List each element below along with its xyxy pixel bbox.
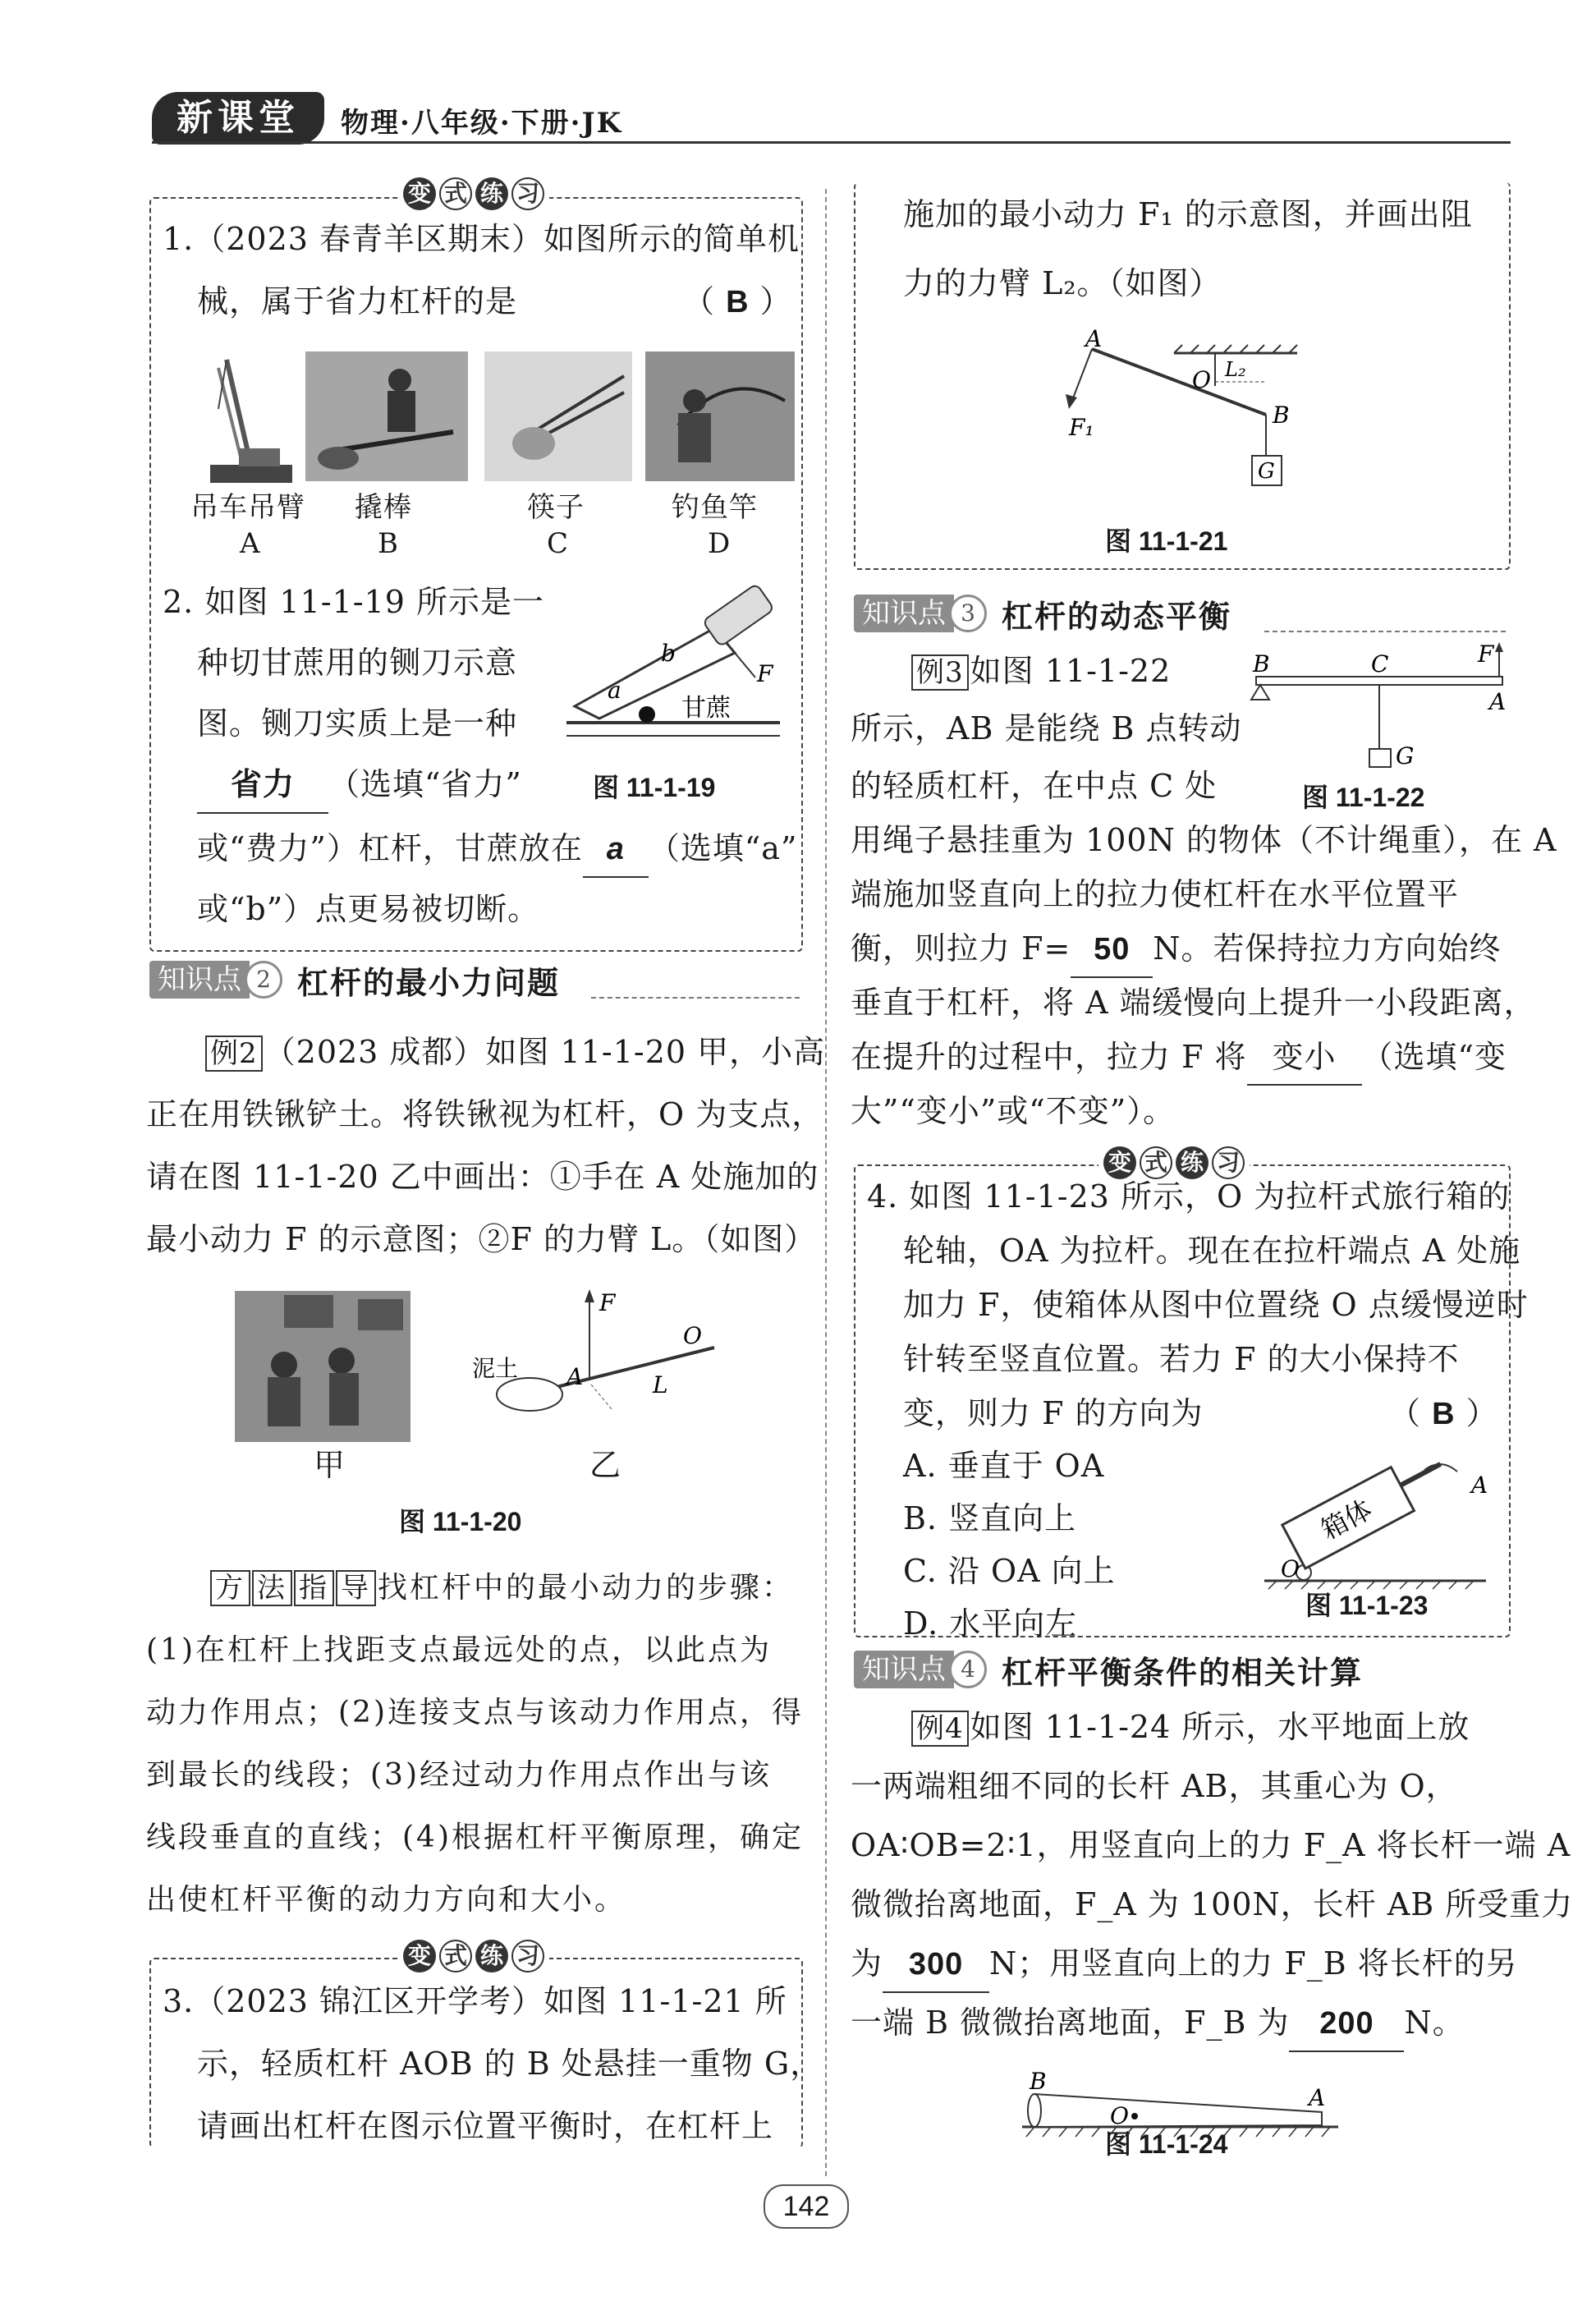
- q2-line6: 或“b”）点更易被切断。: [197, 891, 540, 927]
- ex2-line4: 最小动力 F 的示意图；②F 的力臂 L。（如图）: [146, 1221, 817, 1257]
- fig-label-soil: 泥土: [472, 1355, 519, 1382]
- ex3-line2: 所示，AB 是能绕 B 点转动: [851, 710, 1242, 746]
- q3-line1: 3.（2023 锦江区开学考）如图 11-1-21 所: [163, 1983, 787, 2019]
- weight-box: [1369, 749, 1391, 767]
- q2-line5-text: 或“费力”）杠杆，甘蔗放在: [197, 830, 583, 866]
- ex2-line1-text: （2023 成都）如图 11-1-20 甲，小高: [264, 1034, 826, 1070]
- fig-label-o: O: [683, 1322, 702, 1349]
- q4-option-a: A. 垂直于 OA: [903, 1448, 1105, 1484]
- fig-label-f: F: [1478, 642, 1494, 668]
- method-label-char: 导: [336, 1570, 376, 1606]
- fig-label-sugarcane: 甘蔗: [681, 694, 731, 723]
- q4-line1: 4. 如图 11-1-23 所示，O 为拉杆式旅行箱的: [867, 1178, 1511, 1215]
- fig-11-1-22: [1240, 642, 1511, 774]
- fig-11-1-20-yi: [468, 1286, 731, 1442]
- ex4-line3: OA∶OB=2∶1，用竖直向上的力 F_A 将长杆一端 A: [851, 1827, 1571, 1863]
- q2-line4-text: （选填“省力”: [328, 766, 522, 802]
- option-d-name: 钓鱼竿: [672, 491, 758, 524]
- ex4-line1: [911, 1700, 1470, 1754]
- fig-label-l2: L₂: [1225, 358, 1246, 381]
- ex3-line1: [911, 644, 1171, 698]
- q4-option-c: C. 沿 OA 向上: [903, 1553, 1116, 1589]
- crowbar-sketch: [305, 351, 468, 481]
- fig-label-l: L: [653, 1371, 668, 1398]
- kp-num: 3: [949, 595, 987, 632]
- ex4-line5: [851, 1936, 1518, 1993]
- kp3-rule: [1264, 631, 1506, 634]
- tag-char: 式: [1140, 1146, 1172, 1179]
- ex2-line3: 请在图 11-1-20 乙中画出：①手在 A 处施加的: [146, 1159, 819, 1195]
- q2-line1: 2. 如图 11-1-19 所示是一: [163, 584, 545, 620]
- q2-line3: 图。铡刀实质上是一种: [197, 705, 518, 742]
- ex3-line9: 大”“变小”或“不变”）。: [851, 1093, 1176, 1129]
- q4-line5: 变，则力 F 的方向为: [903, 1395, 1204, 1431]
- ex4-answer-1: 300: [883, 1937, 989, 1993]
- q3-line5: 力的力臂 L₂。（如图）: [903, 265, 1222, 301]
- practice-tag-1: [398, 176, 549, 212]
- rod-end-b: [1028, 2094, 1041, 2127]
- fig-label-f: F: [757, 660, 773, 687]
- q1-line2: 械，属于省力杠杆的是: [197, 283, 518, 319]
- tag-char: 变: [403, 177, 436, 210]
- fig-label-a: A: [1471, 1472, 1488, 1499]
- tag-char: 变: [1103, 1146, 1136, 1179]
- force-arrowhead: [1495, 642, 1503, 652]
- tag-char: 习: [1212, 1146, 1245, 1179]
- knowledge-point-3: [854, 595, 1232, 635]
- q4-answer-bracket: （ B ）: [1389, 1395, 1498, 1431]
- q1-answer-bracket: （ B ）: [683, 283, 792, 319]
- kp-title: 杠杆的动态平衡: [1002, 597, 1232, 635]
- ex4-line6-text: 一端 B 微微抬离地面，F_B 为: [851, 2005, 1290, 2041]
- q3-line3: 请画出杠杆在图示位置平衡时，在杠杆上: [197, 2108, 774, 2144]
- q2-line5-tail: （选填“a”: [648, 830, 798, 866]
- example-label: 例3: [911, 654, 969, 691]
- fig-label-f: F: [599, 1289, 616, 1316]
- kp-num: 2: [245, 961, 282, 999]
- ex4-line1-text: 如图 11-1-24 所示，水平地面上放: [970, 1709, 1470, 1745]
- option-d-letter: D: [708, 527, 732, 560]
- column-divider: [825, 189, 827, 2176]
- fig-label-c: C: [1371, 650, 1389, 677]
- tag-char: 习: [511, 1940, 544, 1972]
- kp-tag: 知识点: [149, 961, 250, 999]
- force-f-arrowhead: [585, 1289, 594, 1302]
- q2-line2: 种切甘蔗用的铡刀示意: [197, 645, 518, 681]
- ex3-line4: 用绳子悬挂重为 100N 的物体（不计绳重），在 A: [851, 822, 1557, 858]
- example-label: 例4: [911, 1711, 969, 1747]
- arm-l-line: [591, 1385, 612, 1409]
- fig-label-a: A: [1085, 328, 1103, 352]
- fig-label-b: B: [1030, 2069, 1047, 2095]
- ex4-line5-tail: N；用竖直向上的力 F_B 将长杆的另: [989, 1945, 1518, 1982]
- q4-line2: 轮轴，OA 为拉杆。现在在拉杆端点 A 处施: [903, 1233, 1521, 1269]
- option-a-letter: A: [240, 527, 261, 560]
- option-b-name: 撬棒: [355, 491, 412, 524]
- force-f1-arrowhead: [1066, 394, 1077, 409]
- ex3-line8-tail: （选填“变: [1361, 1039, 1507, 1075]
- fig-label-f1: F₁: [1069, 414, 1094, 441]
- kp-title: 杠杆的最小力问题: [297, 963, 561, 1001]
- ex3-answer-2: 变小: [1247, 1030, 1362, 1086]
- pivot-triangle: [1251, 685, 1269, 700]
- ex2-line1: [205, 1025, 825, 1079]
- ex4-line2: 一两端粗细不同的长杆 AB，其重心为 O，: [851, 1768, 1458, 1804]
- caption-11-1-20: 图 11-1-20: [399, 1507, 522, 1536]
- sugarcane-dot: [639, 706, 655, 723]
- kp-tag: 知识点: [854, 1651, 954, 1688]
- kp-tag: 知识点: [854, 595, 954, 632]
- fig-label-o: O: [1192, 366, 1211, 393]
- q4-option-b: B. 竖直向上: [903, 1500, 1077, 1536]
- fig-label-a: a: [608, 677, 621, 704]
- shovel-photo-sketch: [235, 1291, 410, 1442]
- fig-label-o: O: [1110, 2102, 1129, 2129]
- caption-11-1-21: 图 11-1-21: [1105, 526, 1228, 556]
- book-title: 物理·八年级·下册·JK: [341, 107, 623, 140]
- practice-tag-3: [398, 1938, 549, 1974]
- caption-11-1-19: 图 11-1-19: [593, 773, 716, 802]
- sub-yi: 乙: [589, 1447, 622, 1483]
- knowledge-point-4: [854, 1651, 1364, 1691]
- method-label-char: 法: [252, 1570, 292, 1606]
- fig-11-1-23: [1256, 1437, 1502, 1593]
- q4-line4: 针转至竖直位置。若力 F 的大小保持不: [903, 1341, 1460, 1377]
- ex3-line8-text: 在提升的过程中，拉力 F 将: [851, 1039, 1247, 1075]
- ex3-line7: 垂直于杠杆，将 A 端缓慢向上提升一小段距离，: [851, 985, 1536, 1021]
- q3-line4: 施加的最小动力 F₁ 的示意图，并画出阻: [903, 196, 1473, 232]
- q2-answer-1: 省力: [197, 758, 328, 814]
- sub-jia: 甲: [314, 1447, 346, 1483]
- example-label: 例2: [205, 1036, 263, 1072]
- ex4-answer-2: 200: [1289, 1996, 1404, 2052]
- method-line5: 线段垂直的直线；(4)根据杠杆平衡原理，确定: [146, 1821, 804, 1854]
- crane-picture: [194, 351, 317, 491]
- q1-line1: 1.（2023 春青羊区期末）如图所示的简单机: [163, 221, 800, 257]
- caption-11-1-22: 图 11-1-22: [1302, 783, 1425, 812]
- caption-11-1-24: 图 11-1-24: [1105, 2129, 1228, 2159]
- fig-label-b: B: [1273, 402, 1290, 429]
- q2-line5: [197, 821, 797, 878]
- force-arrow: [735, 653, 755, 677]
- center-of-gravity-dot: [1131, 2113, 1138, 2119]
- method-line2: (1)在杠杆上找距支点最远处的点，以此点为: [146, 1633, 772, 1667]
- header-rule: [152, 141, 1511, 144]
- option-c-name: 筷子: [527, 491, 585, 524]
- fig-label-a: A: [566, 1363, 584, 1390]
- ex3-line6-tail: N。若保持拉力方向始终: [1153, 930, 1502, 967]
- pull-rod: [1401, 1464, 1441, 1486]
- q2-answer-2: a: [583, 822, 649, 878]
- ex3-line6: [851, 921, 1502, 978]
- fig-label-g: G: [1258, 459, 1275, 484]
- q3-line2: 示，轻质杠杆 AOB 的 B 处悬挂一重物 G，: [197, 2046, 823, 2082]
- tag-char: 变: [403, 1940, 436, 1972]
- method-line1-text: 找杠杆中的最小动力的步骤：: [378, 1571, 795, 1605]
- crowbar-photo: [305, 351, 468, 481]
- suitcase-group: [1282, 1446, 1454, 1568]
- method-label-char: 方: [210, 1570, 250, 1606]
- tag-char: 练: [1176, 1146, 1208, 1179]
- fishing-rod-photo: [645, 351, 795, 481]
- tag-char: 习: [511, 177, 544, 210]
- ex3-line8: [851, 1030, 1507, 1086]
- q1-answer: B: [726, 285, 750, 319]
- q4-option-d: D. 水平向左: [903, 1605, 1078, 1642]
- fig-label-o: O: [1281, 1555, 1300, 1582]
- ex3-line1-text: 如图 11-1-22: [970, 653, 1172, 689]
- method-line3: 动力作用点；(2)连接支点与该动力作用点，得: [146, 1696, 804, 1729]
- fig-label-box: 箱体: [1315, 1493, 1378, 1546]
- method-line1: [210, 1557, 794, 1619]
- chopsticks-picture: [484, 351, 632, 481]
- shovel-photo: [235, 1291, 410, 1442]
- fishing-sketch: [645, 351, 795, 481]
- tag-char: 式: [439, 1940, 472, 1972]
- fig-11-1-21: [1051, 328, 1322, 501]
- ex4-line4: 微微抬离地面，F_A 为 100N，长杆 AB 所受重力: [851, 1886, 1574, 1922]
- lever-bar: [1256, 677, 1502, 685]
- q4-line3: 加力 F，使箱体从图中位置绕 O 点缓慢逆时: [903, 1287, 1529, 1323]
- ex2-line2: 正在用铁锹铲土。将铁锹视为杠杆，O 为支点，: [146, 1096, 824, 1132]
- option-b-letter: B: [378, 527, 399, 560]
- caption-11-1-23: 图 11-1-23: [1305, 1591, 1429, 1620]
- fig-label-b: b: [661, 640, 676, 667]
- ex4-line5-text: 为: [851, 1945, 883, 1982]
- page-number: 142: [764, 2184, 849, 2229]
- tag-char: 练: [475, 177, 508, 210]
- ex3-line3: 的轻质杠杆，在中点 C 处: [851, 768, 1218, 804]
- ex3-line5: 端施加竖直向上的拉力使杠杆在水平位置平: [851, 876, 1460, 912]
- fig-label-a: A: [1489, 688, 1507, 715]
- handle-shape: [703, 584, 774, 647]
- fig-11-1-19: [550, 575, 796, 751]
- method-label-char: 指: [294, 1570, 334, 1606]
- force-f1-line: [1071, 349, 1092, 402]
- ex4-line6: [851, 1995, 1465, 2052]
- shovel-head: [497, 1378, 562, 1411]
- tag-char: 式: [439, 177, 472, 210]
- ex3-line6-text: 衡，则拉力 F=: [851, 930, 1071, 967]
- kp2-rule: [591, 997, 800, 1000]
- kp-num: 4: [949, 1651, 987, 1688]
- tag-char: 练: [475, 1940, 508, 1972]
- q2-line4: [197, 757, 522, 814]
- ex4-line6-tail: N。: [1404, 2005, 1465, 2041]
- series-logo: 新课堂: [152, 92, 324, 145]
- chopsticks-sketch: [484, 351, 632, 481]
- option-a-name: 吊车吊臂: [190, 491, 305, 524]
- fig-label-a: A: [1309, 2084, 1326, 2111]
- knowledge-point-2: [149, 961, 560, 999]
- method-line6: 出使杠杆平衡的动力方向和大小。: [146, 1883, 627, 1917]
- fig-label-b: B: [1253, 650, 1270, 677]
- ex3-answer-1: 50: [1071, 922, 1153, 978]
- q4-answer: B: [1432, 1397, 1456, 1431]
- fig-label-g: G: [1396, 742, 1415, 769]
- long-rod: [1034, 2094, 1322, 2127]
- kp-title: 杠杆平衡条件的相关计算: [1002, 1653, 1364, 1691]
- option-c-letter: C: [547, 527, 570, 560]
- method-line4: 到最长的线段；(3)经过动力作用点作出与该: [146, 1758, 772, 1792]
